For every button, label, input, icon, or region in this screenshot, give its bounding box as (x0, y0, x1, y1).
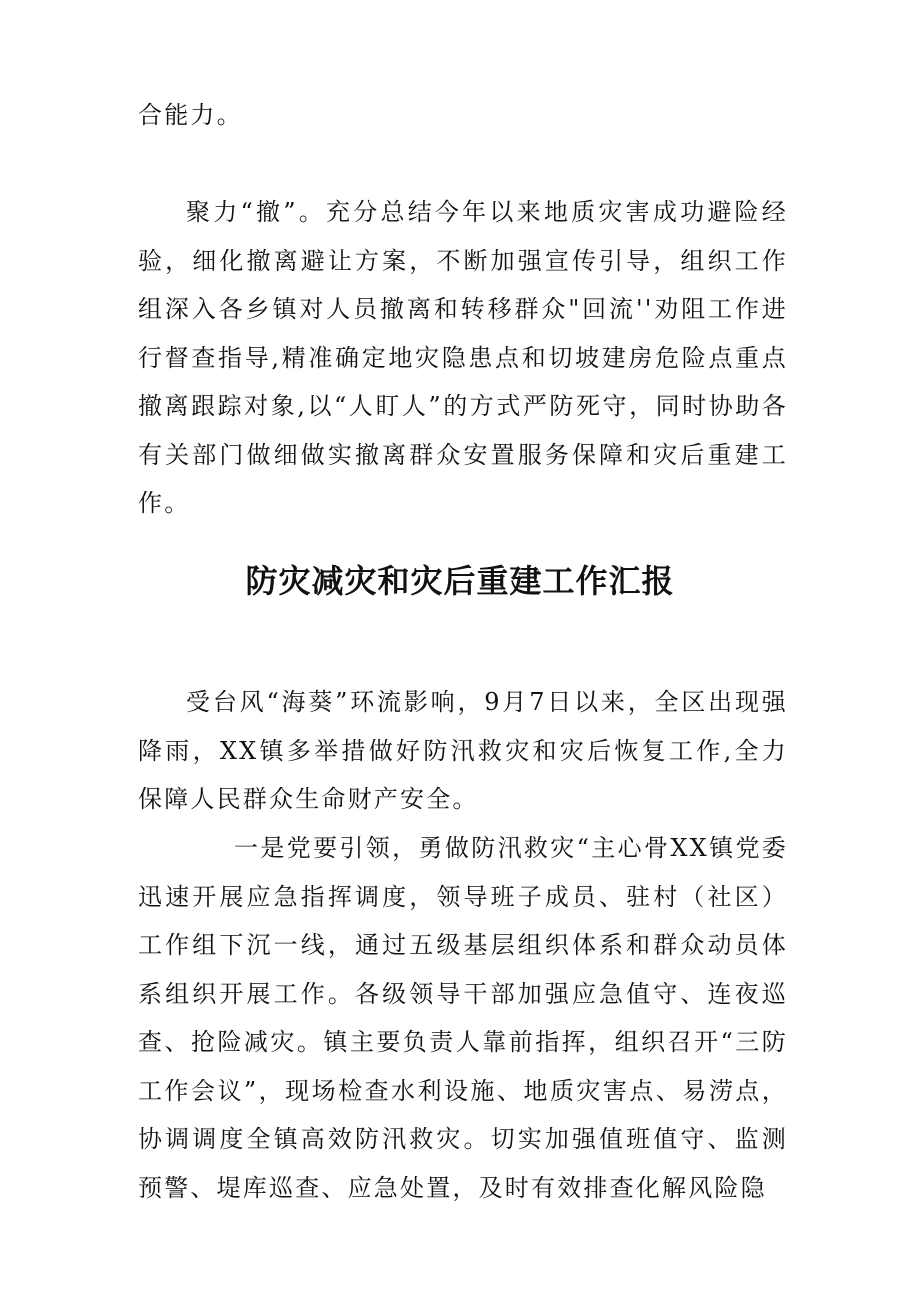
paragraph-typhoon-intro: 受台风“海葵”环流影响，9月7日以来，全区出现强降雨，XX镇多举措做好防汛救灾和灾后恢复工作,全力保障人民群众生命财产安全。 (138, 688, 788, 813)
paragraph-continuation: 合能力。 (138, 101, 243, 129)
paragraph-party-leadership: 一是党要引领，勇做防汛救灾“主心骨XX镇党委迅速开展应急指挥调度，领导班子成员、驻村（社区）工作组下沉一线，通过五级基层组织体系和群众动员体系组织开展工作。各级领导干部加强应急值守、连夜巡查、抢险减灾。镇主要负责人靠前指挥，组织召开“三防工作会议”，现场检查水利设施、地质灾害点、易涝点，协调调度全镇高效防汛救灾。切实加强值班值守、监测预警、堤库巡查、应急处置，及时有效排查化解风险隐 (138, 834, 788, 1202)
document-title: 防灾减灾和灾后重建工作汇报 (245, 562, 675, 600)
paragraph-evacuation: 聚力“撤”。充分总结今年以来地质灾害成功避险经验，细化撤离避让方案，不断加强宣传引导，组织工作组深入各乡镇对人员撤离和转移群众"回流''劝阻工作进行督查指导,精准确定地灾隐患点和切坡建房危险点重点撤离跟踪对象,以“人盯人”的方式严防死守，同时协助各有关部门做细做实撤离群众安置服务保障和灾后重建工作。 (138, 198, 788, 517)
